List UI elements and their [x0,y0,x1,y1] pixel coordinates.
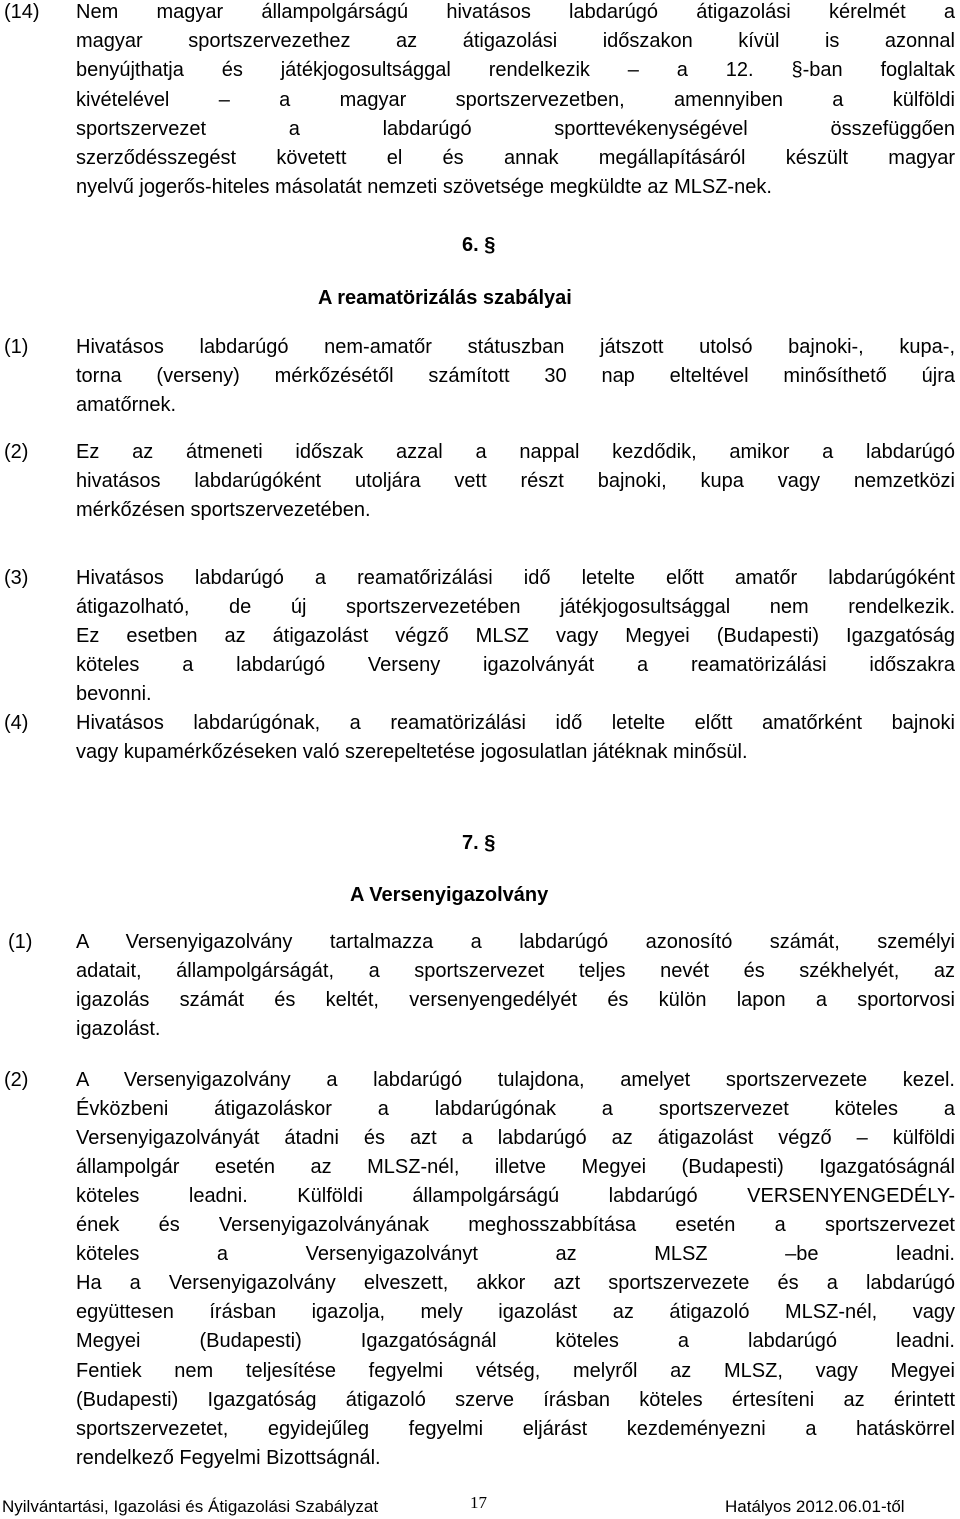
paragraph-line: igazolást. [76,1018,161,1041]
paragraph-line: köteles a Versenyigazolványt az MLSZ –be leadni. [76,1243,955,1266]
paragraph-number: (14) [4,1,40,23]
paragraph-line: nyelvű jogerős-hiteles másolatát nemzeti szövetsége megküldte az MLSZ-nek. [76,176,772,199]
paragraph-line: Ez esetben az átigazolást végző MLSZ vagy Megyei (Budapesti) Igazgatóság [76,625,955,648]
paragraph-line: amatőrnek. [76,394,177,417]
page-number: 17 [470,1493,487,1512]
paragraph-line: Ez az átmeneti időszak azzal a nappal kezdődik, amikor a labdarúgó [76,441,955,463]
paragraph-line: Hivatásos labdarúgó a reamatőrizálási idő letelte előtt amatőr labdarúgóként [76,567,955,589]
paragraph-line: sportszervezetet, egyidejűleg fegyelmi eljárást kezdeményezni a hatáskörrel [76,1417,955,1440]
paragraph-line: igazolás számát és keltét, versenyengedélyét és külön lapon a sportorvosi [76,989,955,1012]
paragraph-line: együttesen írásban igazolja, mely igazolást az átigazoló MLSZ-nél, vagy [76,1301,955,1324]
section-number: 6. § [462,234,496,256]
paragraph-line: Hivatásos labdarúgó nem-amatőr státuszban játszott utolsó bajnoki-, kupa-, [76,336,955,358]
paragraph-number: (2) [4,441,29,463]
paragraph-line: vagy kupamérkőzéseken való szerepeltetése jogosulatlan játéknak minősül. [76,741,748,764]
paragraph-line: köteles a labdarúgó Verseny igazolványát a reamatörizálási időszakra [76,654,955,677]
paragraph-number: (2) [4,1069,29,1091]
paragraph-line: szerződésszegést követett el és annak megállapításáról készült magyar [76,147,955,169]
paragraph-line: rendelkező Fegyelmi Bizottságnál. [76,1446,381,1469]
paragraph-line: bevonni. [76,683,152,706]
paragraph-line: ének és Versenyigazolványának meghosszabbítása esetén a sportszervezet [76,1214,955,1237]
paragraph-line: kivételével – a magyar sportszervezetben, amennyiben a külföldi [76,88,955,111]
paragraph-line: Hivatásos labdarúgónak, a reamatörizálási idő letelte előtt amatőrként bajnoki [76,712,955,734]
paragraph-line: (Budapesti) Igazgatóság átigazoló szerve írásban köteles értesíteni az érintett [76,1388,955,1411]
paragraph-line: torna (verseny) mérkőzésétől számított 30 nap elteltével minősíthető újra [76,365,955,388]
paragraph-line: Fentiek nem teljesítése fegyelmi vétség, melyről az MLSZ, vagy Megyei [76,1359,955,1382]
paragraph-number: (3) [4,567,29,589]
footer-left: Nyilvántartási, Igazolási és Átigazolási Szabályzat [2,1497,379,1516]
paragraph-line: köteles leadni. Külföldi állampolgárságú labdarúgó VERSENYENGEDÉLY- [76,1185,955,1208]
paragraph-line: Nem magyar állampolgárságú hivatásos labdarúgó átigazolási kérelmét a [76,1,955,23]
paragraph-line: A Versenyigazolvány tartalmazza a labdarúgó azonosító számát, személyi [76,931,955,953]
paragraph-line: állampolgár esetén az MLSZ-nél, illetve Megyei (Budapesti) Igazgatóságnál [76,1156,955,1179]
paragraph-line: adatait, állampolgárságát, a sportszervezet teljes nevét és székhelyét, az [76,960,955,983]
paragraph-line: Évközbeni átigazoláskor a labdarúgónak a sportszervezet köteles a [76,1098,955,1121]
paragraph-line: Megyei (Budapesti) Igazgatóságnál köteles a labdarúgó leadni. [76,1330,955,1353]
paragraph-number: (1) [4,336,29,358]
footer-right: Hatályos 2012.06.01-től [725,1497,905,1516]
paragraph-line: Ha a Versenyigazolvány elveszett, akkor azt sportszervezete és a labdarúgó [76,1272,955,1295]
paragraph-line: mérkőzésen sportszervezetében. [76,499,371,522]
paragraph-line: átigazolható, de új sportszervezetében játékjogosultsággal nem rendelkezik. [76,596,955,619]
paragraph-number: (1) [8,931,33,953]
section-title: A reamatörizálás szabályai [318,287,572,309]
paragraph-line: sportszervezet a labdarúgó sporttevékenységével összefüggően [76,117,955,140]
paragraph-line: A Versenyigazolvány a labdarúgó tulajdona, amelyet sportszervezete kezel. [76,1069,955,1091]
paragraph-line: magyar sportszervezethez az átigazolási időszakon kívül is azonnal [76,30,955,53]
section-title: A Versenyigazolvány [350,884,549,906]
section-number: 7. § [462,832,496,854]
paragraph-line: hivatásos labdarúgóként utoljára vett részt bajnoki, kupa vagy nemzetközi [76,470,955,493]
paragraph-line: benyújthatja és játékjogosultsággal rendelkezik – a 12. §-ban foglaltak [76,59,955,82]
paragraph-line: Versenyigazolványát átadni és azt a labdarúgó az átigazolást végző – külföldi [76,1127,955,1150]
paragraph-number: (4) [4,712,29,734]
